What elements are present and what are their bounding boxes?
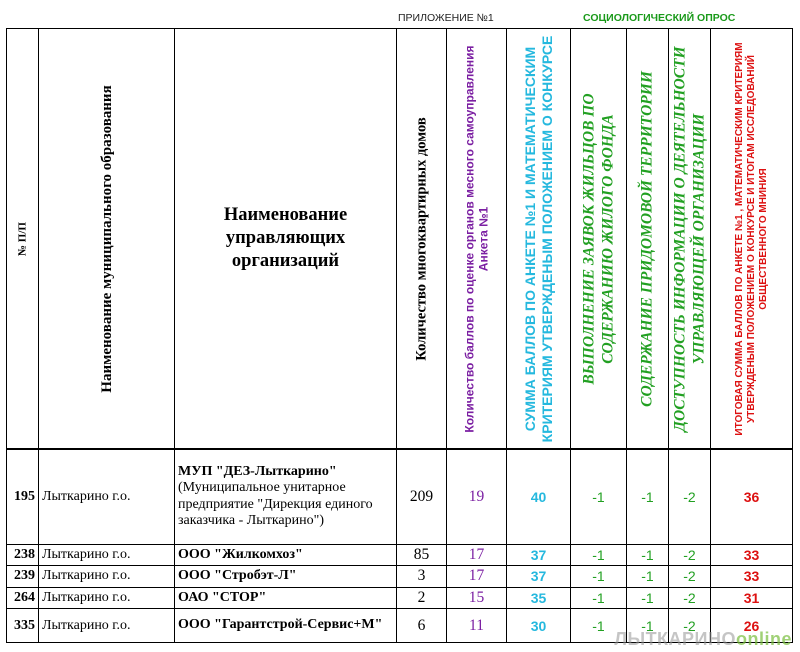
row-num: 264: [7, 587, 39, 609]
row-num: 238: [7, 544, 39, 566]
table-row: [7, 566, 793, 588]
row-requests: -1: [571, 449, 627, 544]
header-info: ДОСТУПНОСТЬ ИНФОРМАЦИИ О ДЕЯТЕЛЬНОСТИ УПРАВЛЯЮЩЕЙ ОРГАНИЗАЦИИ: [669, 29, 711, 450]
org-name: ООО "Стробэт-Л": [178, 568, 297, 584]
table-row: [7, 587, 793, 609]
row-territory: -1: [627, 587, 669, 609]
row-requests: -1: [571, 609, 627, 643]
row-organization: [175, 544, 397, 566]
header-municipality: Наименование муниципального образования: [39, 29, 175, 450]
row-criteria-sum: 37: [507, 544, 571, 566]
header-requests: ВЫПОЛНЕНИЕ ЗАЯВОК ЖИЛЬЦОВ ПО СОДЕРЖАНИЮ ЖИЛОГО ФОНДА: [571, 29, 627, 450]
rating-table: [6, 28, 793, 643]
site-watermark: ЛЫТКАРИНОonline: [614, 629, 792, 649]
row-num: 239: [7, 566, 39, 588]
survey-label: СОЦИОЛОГИЧЕСКИЙ ОПРОС: [583, 12, 736, 24]
org-name: ООО "Гарантстрой-Сервис+М": [178, 617, 383, 633]
row-organization: [175, 449, 397, 544]
row-criteria-sum: 37: [507, 566, 571, 588]
row-self-gov: 17: [447, 566, 507, 588]
row-houses: 209: [397, 449, 447, 544]
org-name: ООО "Жилкомхоз": [178, 546, 303, 562]
org-detail: (Муниципальное унитарное предприятие "Дирекция единого заказчика - Лыткарино"): [178, 480, 373, 529]
row-criteria-sum: 35: [507, 587, 571, 609]
row-municipality: Лыткарино г.о.: [39, 544, 175, 566]
row-num: 195: [7, 449, 39, 544]
row-requests: -1: [571, 587, 627, 609]
row-self-gov: 15: [447, 587, 507, 609]
row-total: 36: [711, 449, 793, 544]
row-criteria-sum: 40: [507, 449, 571, 544]
header-houses: Количество многоквартирных домов: [397, 29, 447, 450]
row-criteria-sum: 30: [507, 609, 571, 643]
row-info: -2: [669, 544, 711, 566]
row-info: -2: [669, 566, 711, 588]
row-territory: -1: [627, 449, 669, 544]
header-row: [7, 29, 793, 450]
org-name: ОАО "СТОР": [178, 589, 267, 605]
row-self-gov: 11: [447, 609, 507, 643]
row-num: 335: [7, 609, 39, 643]
row-organization: [175, 566, 397, 588]
header-criteria-sum: СУММА БАЛЛОВ ПО АНКЕТЕ №1 И МАТЕМАТИЧЕСКИМ КРИТЕРИЯМ УТВЕРЖДЕНЫМ ПОЛОЖЕНИЕМ О КОНКУРСЕ: [507, 29, 571, 450]
header-total: ИТОГОВАЯ СУММА БАЛЛОВ ПО АНКЕТЕ №1 , МАТЕМАТИЧЕСКИМ КРИТЕРИЯМ УТВЕРЖДЕНЫМ ПОЛОЖЕНИЕМ О КОНКУРСЕ И ИТОГАМ ИССЛЕДОВАНИЙ ОБЩЕСТВЕННОГО МНИНИЯ: [711, 29, 793, 450]
org-name: МУП "ДЕЗ-Лыткарино": [178, 463, 337, 479]
header-self-gov-score: Количество баллов по оценке органов месного самоуправления Анкета №1: [447, 29, 507, 450]
header-organization: Наименование управляющих организаций: [175, 29, 397, 450]
table-row: [7, 449, 793, 544]
row-requests: -1: [571, 566, 627, 588]
row-municipality: Лыткарино г.о.: [39, 566, 175, 588]
top-header-bar: [0, 0, 800, 28]
row-houses: 6: [397, 609, 447, 643]
row-municipality: Лыткарино г.о.: [39, 587, 175, 609]
row-self-gov: 19: [447, 449, 507, 544]
row-houses: 85: [397, 544, 447, 566]
header-num: № П/П: [7, 29, 39, 450]
row-houses: 2: [397, 587, 447, 609]
row-organization: [175, 609, 397, 643]
row-self-gov: 17: [447, 544, 507, 566]
row-municipality: Лыткарино г.о.: [39, 609, 175, 643]
row-info: -2: [669, 609, 711, 643]
table-row: [7, 544, 793, 566]
row-territory: -1: [627, 544, 669, 566]
appendix-label: ПРИЛОЖЕНИЕ №1: [398, 12, 494, 24]
row-municipality: Лыткарино г.о.: [39, 449, 175, 544]
row-organization: [175, 587, 397, 609]
row-info: -2: [669, 449, 711, 544]
row-total: 33: [711, 566, 793, 588]
row-info: -2: [669, 587, 711, 609]
header-territory: СОДЕРЖАНИЕ ПРИДОМОВОЙ ТЕРРИТОРИИ: [627, 29, 669, 450]
row-territory: -1: [627, 609, 669, 643]
row-total: 26: [711, 609, 793, 643]
row-total: 31: [711, 587, 793, 609]
row-territory: -1: [627, 566, 669, 588]
row-requests: -1: [571, 544, 627, 566]
row-total: 33: [711, 544, 793, 566]
row-houses: 3: [397, 566, 447, 588]
